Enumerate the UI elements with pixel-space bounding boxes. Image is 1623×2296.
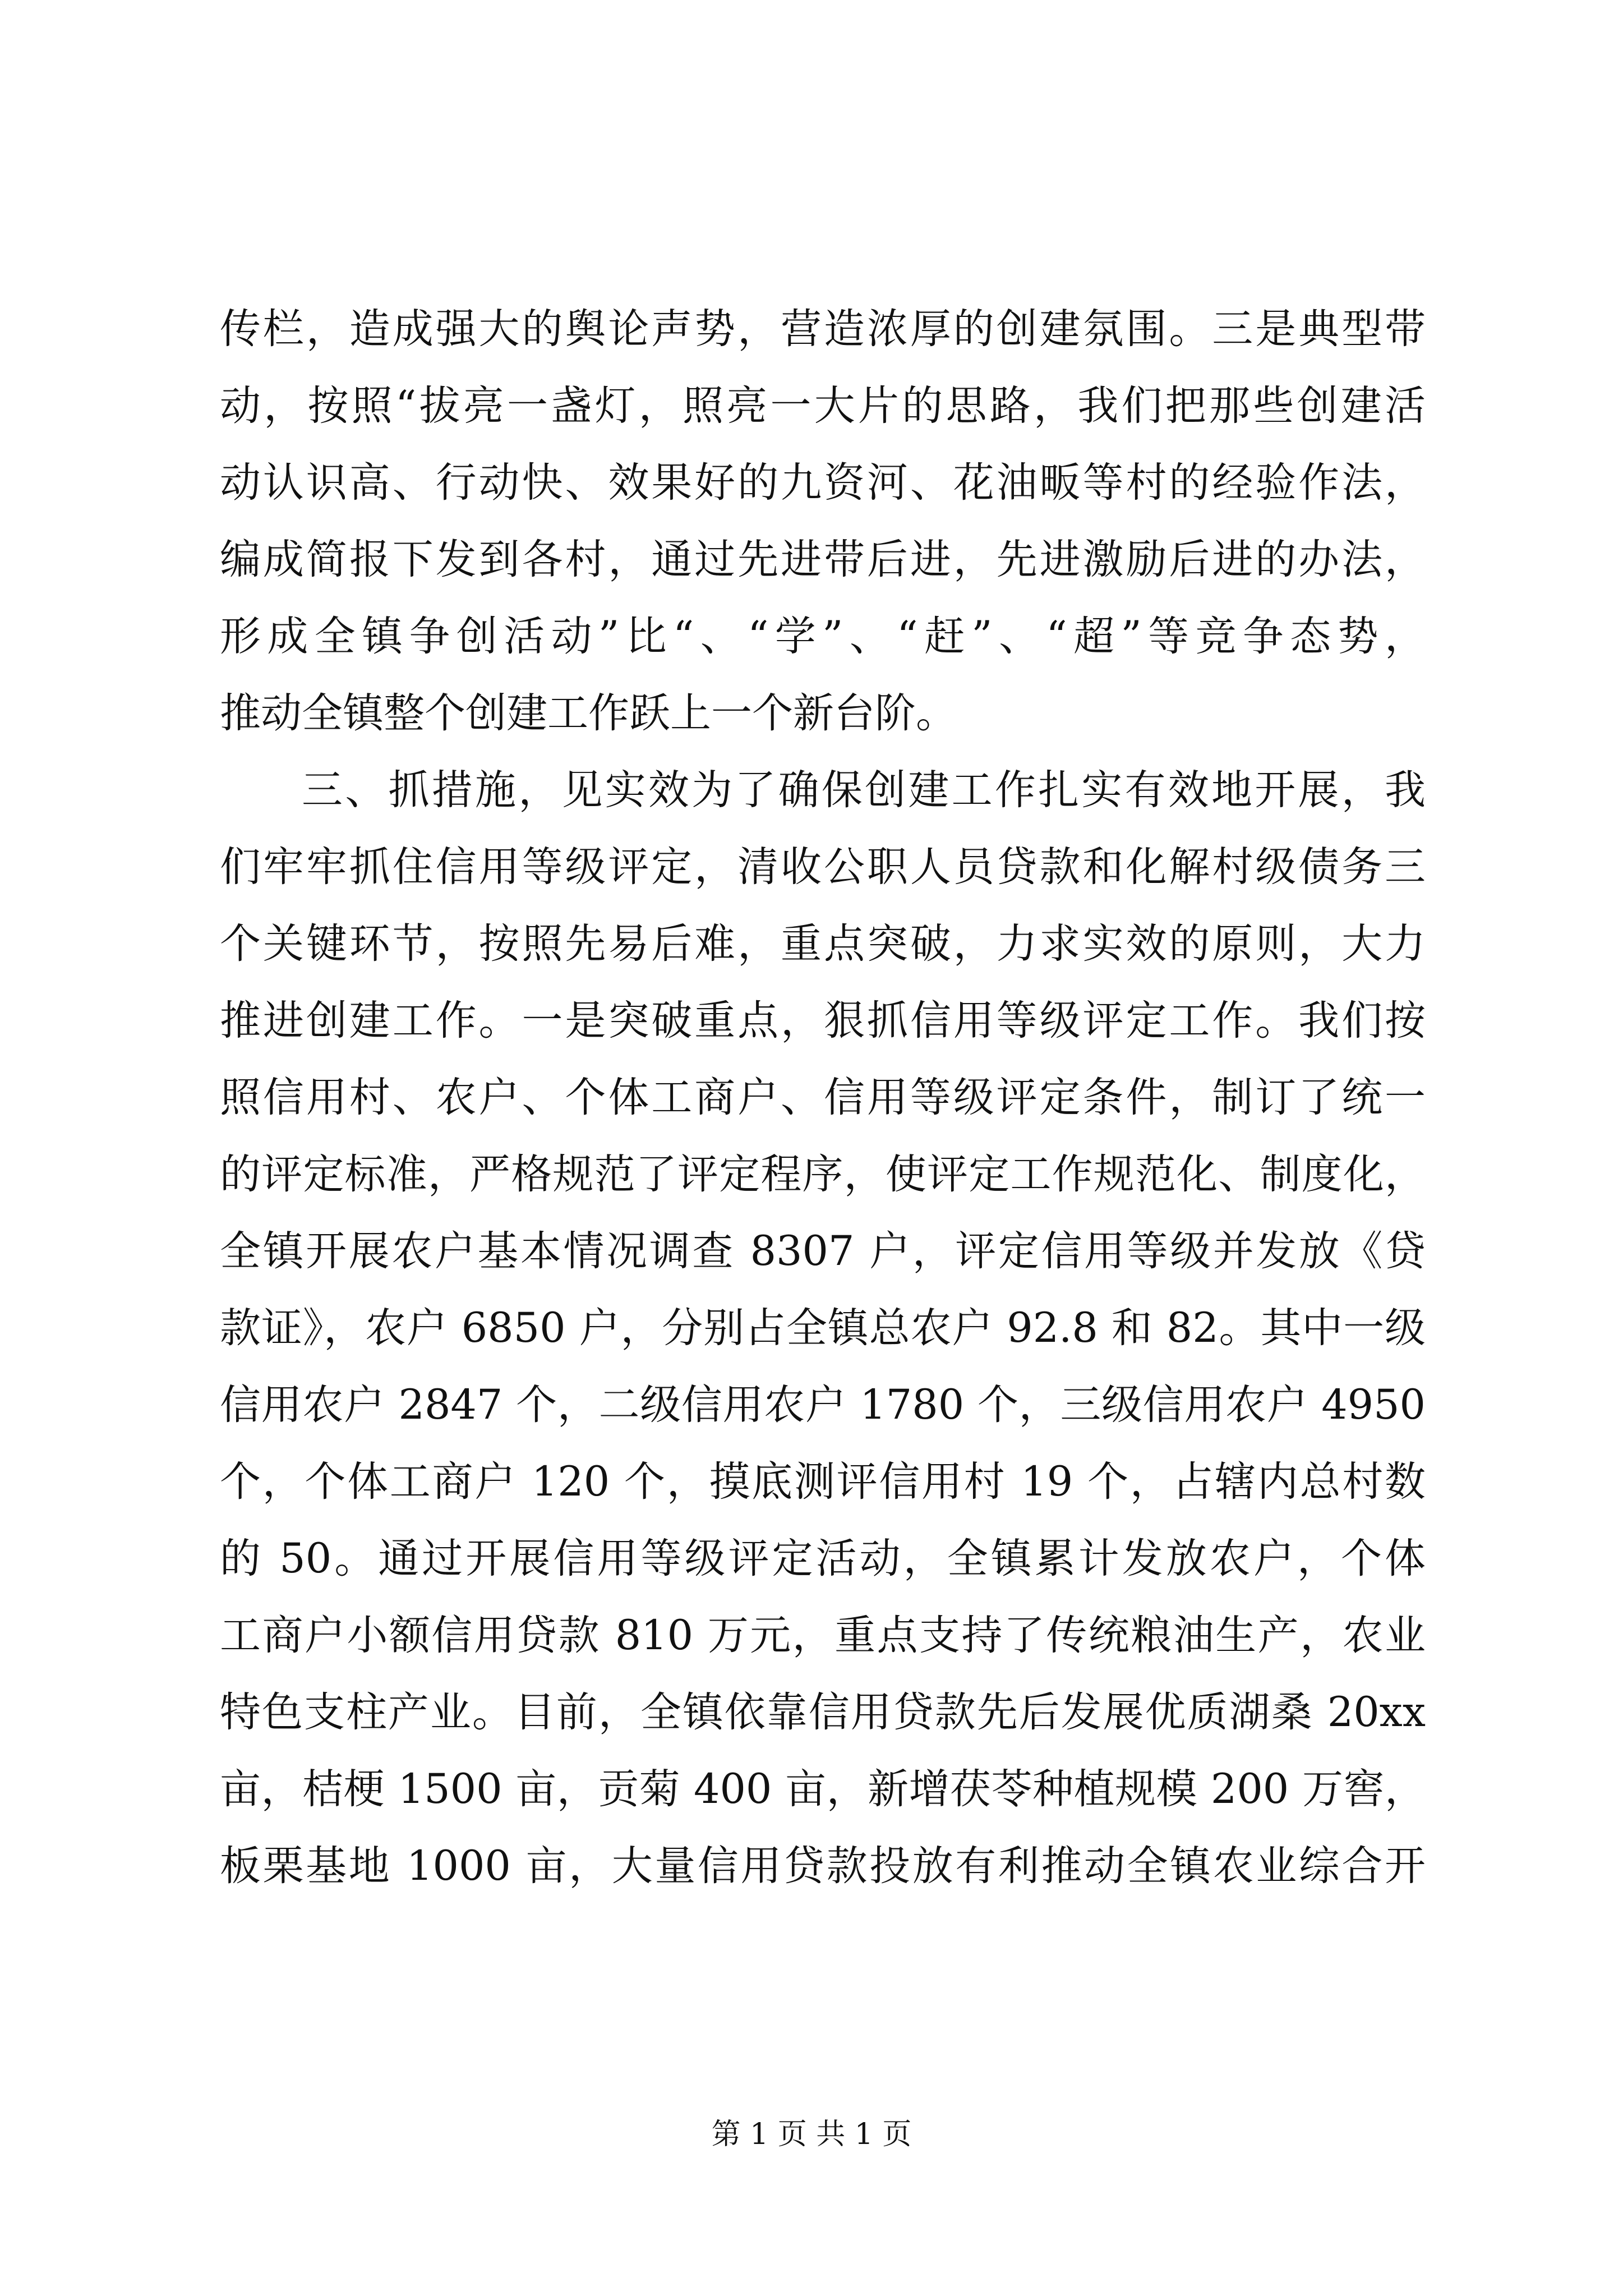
text-line: 形成全镇争创活动”比“、“学”、“赶”、“超”等竞争态势， [220, 613, 1426, 660]
text-line: 们牢牢抓住信用等级评定，清收公职人员贷款和化解村级债务三 [220, 843, 1426, 891]
text-line: 工商户小额信用贷款 810 万元，重点支持了传统粮油生产，农业 [220, 1612, 1426, 1659]
text-line: 动，按照“拔亮一盏灯，照亮一大片的思路，我们把那些创建活 [220, 382, 1426, 430]
text-line: 个关键环节，按照先易后难，重点突破，力求实效的原则，大力 [220, 920, 1426, 968]
text-line: 款证》，农户 6850 户，分别占全镇总农户 92.8 和 82。其中一级 [220, 1304, 1426, 1352]
text-line: 信用农户 2847 个，二级信用农户 1780 个，三级信用农户 4950 [220, 1381, 1426, 1429]
document-body [220, 291, 1426, 1904]
text-line: 的 50。通过开展信用等级评定活动，全镇累计发放农户，个体 [220, 1535, 1426, 1582]
text-line: 个，个体工商户 120 个，摸底测评信用村 19 个，占辖内总村数 [220, 1458, 1426, 1506]
text-line: 板栗基地 1000 亩，大量信用贷款投放有利推动全镇农业综合开 [220, 1842, 1426, 1890]
text-line: 三、抓措施，见实效为了确保创建工作扎实有效地开展，我 [302, 766, 1426, 814]
text-line: 特色支柱产业。目前，全镇依靠信用贷款先后发展优质湖桑 20xx [220, 1688, 1426, 1736]
text-line: 全镇开展农户基本情况调查 8307 户，评定信用等级并发放《贷 [220, 1227, 1426, 1275]
text-line: 照信用村、农户、个体工商户、信用等级评定条件，制订了统一 [220, 1074, 1426, 1121]
text-line: 编成简报下发到各村，通过先进带后进，先进激励后进的办法， [220, 536, 1426, 583]
text-line: 动认识高、行动快、效果好的九资河、花油畈等村的经验作法， [220, 459, 1426, 507]
text-line: 的评定标准，严格规范了评定程序，使评定工作规范化、制度化， [220, 1151, 1426, 1198]
text-line: 传栏，造成强大的舆论声势，营造浓厚的创建氛围。三是典型带 [220, 305, 1426, 353]
text-line: 亩，桔梗 1500 亩，贡菊 400 亩，新增茯苓种植规模 200 万窖， [220, 1765, 1426, 1813]
text-line: 推进创建工作。一是突破重点，狠抓信用等级评定工作。我们按 [220, 997, 1426, 1045]
page-number-label: 第 1 页 共 1 页 [711, 2118, 912, 2151]
text-line: 推动全镇整个创建工作跃上一个新台阶。 [220, 689, 957, 737]
page-footer [0, 2115, 1623, 2154]
